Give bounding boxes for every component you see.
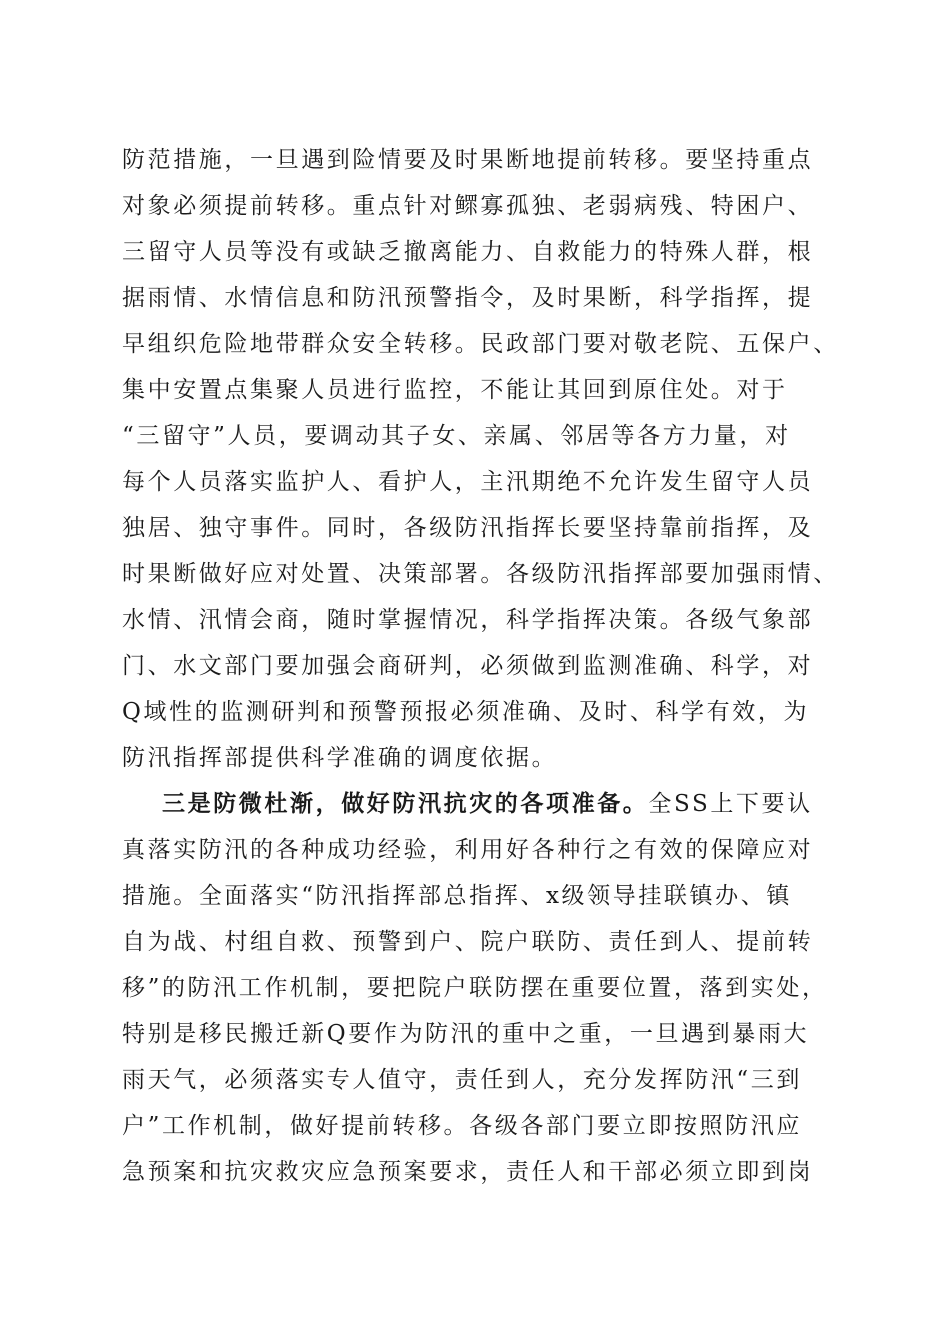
text-line: 移”的防汛工作机制，要把院户联防摆在重要位置，落到实处，	[122, 975, 828, 1001]
text-line: 早组织危险地带群众安全转移。民政部门要对敬老院、五保户、	[122, 331, 839, 357]
text-line: 雨天气，必须落实专人值守，责任到人，充分发挥防汛“三到	[122, 1067, 802, 1093]
text-line: 自为战、村组自救、预警到户、院户联防、责任到人、提前转	[122, 929, 814, 955]
text-line: 急预案和抗灾救灾应急预案要求，责任人和干部必须立即到岗	[122, 1159, 814, 1185]
text-line: 三留守人员等没有或缺乏撤离能力、自救能力的特殊人群，根	[122, 239, 814, 265]
text-line: 防汛指挥部提供科学准确的调度依据。	[122, 745, 558, 771]
text-line: 对象必须提前转移。重点针对鳏寡孤独、老弱病残、特困户、	[122, 193, 814, 219]
text-line: 防范措施，一旦遇到险情要及时果断地提前转移。要坚持重点	[122, 147, 814, 173]
text-line: 水情、汛情会商，随时掌握情况，科学指挥决策。各级气象部	[122, 607, 814, 633]
text-line: 措施。全面落实“防汛指挥部总指挥、x级领导挂联镇办、镇	[122, 883, 792, 909]
text-line: 真落实防汛的各种成功经验，利用好各种行之有效的保障应对	[122, 837, 814, 863]
text-line: 户”工作机制，做好提前转移。各级各部门要立即按照防汛应	[122, 1113, 802, 1139]
text-line: Q域性的监测研判和预警预报必须准确、及时、科学有效，为	[122, 699, 810, 725]
text-line: 特别是移民搬迁新Q要作为防汛的重中之重，一旦遇到暴雨大	[122, 1021, 810, 1047]
text-line: 时果断做好应对处置、决策部署。各级防汛指挥部要加强雨情、	[122, 561, 839, 587]
text-line: 门、水文部门要加强会商研判，必须做到监测准确、科学，对	[122, 653, 814, 679]
text-line: 集中安置点集聚人员进行监控，不能让其回到原住处。对于	[122, 377, 788, 403]
text-line: “三留守”人员，要调动其子女、亲属、邻居等各方力量，对	[122, 423, 791, 449]
section-heading: 三是防微杜渐，做好防汛抗灾的各项准备。	[162, 790, 649, 817]
text-run: 全SS上下要认	[648, 791, 813, 817]
text-line: 每个人员落实监护人、看护人，主汛期绝不允许发生留守人员	[122, 469, 814, 495]
text-line: 据雨情、水情信息和防汛预警指令，及时果断，科学指挥，提	[122, 285, 814, 311]
text-line: 独居、独守事件。同时，各级防汛指挥长要坚持靠前指挥，及	[122, 515, 814, 541]
paragraph-first-line	[162, 784, 813, 824]
